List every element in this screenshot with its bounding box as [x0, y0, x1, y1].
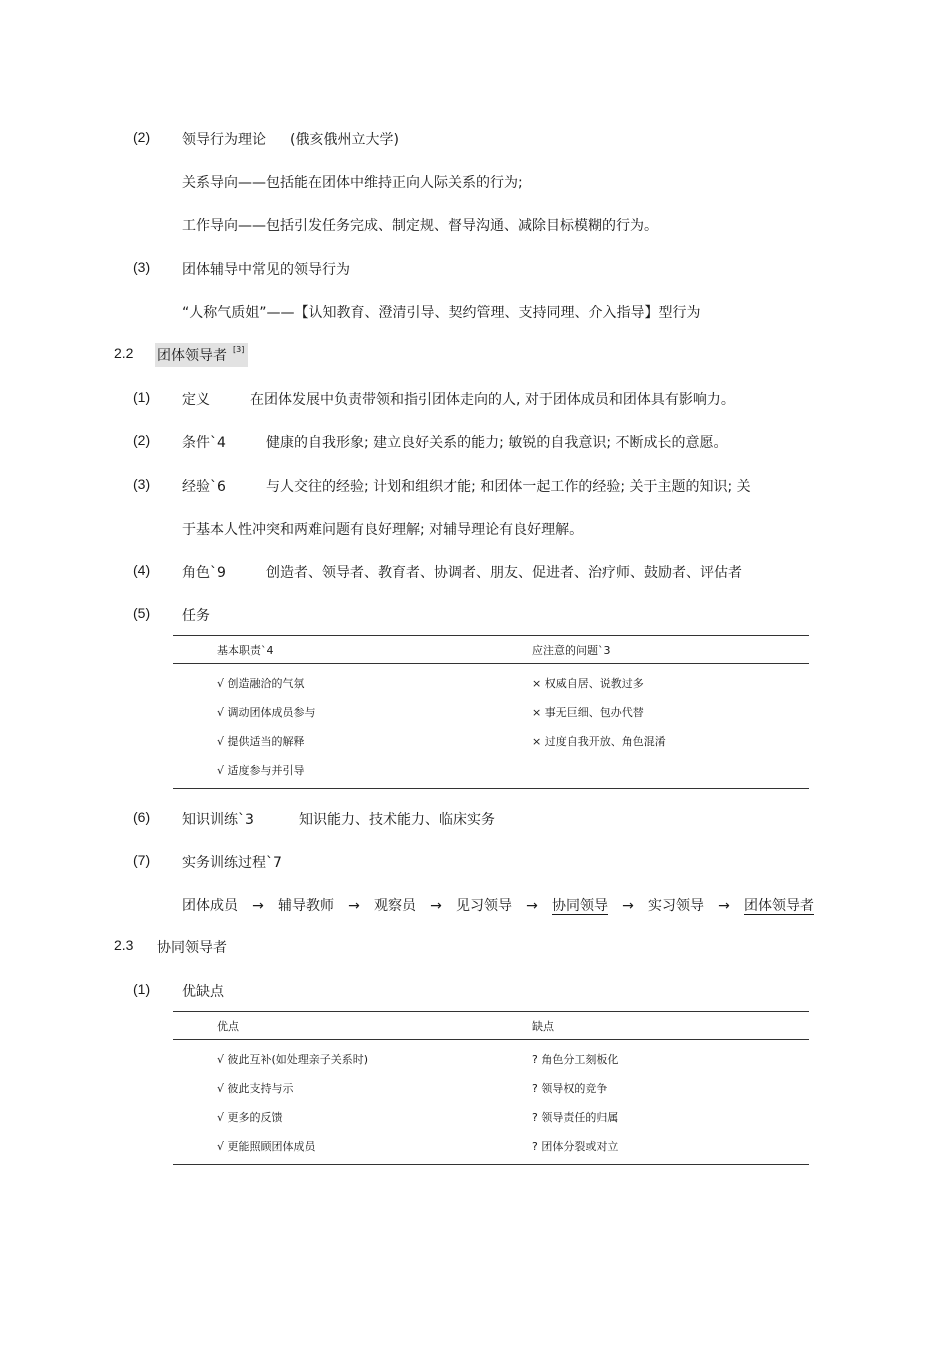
common-behavior-line: “人称气质姐”——【认知教育、澄清引导、契约管理、支持同理、介入指导】型行为	[182, 305, 701, 321]
item-title: 领导行为理论	[182, 132, 266, 148]
section-title: 协同领导者	[157, 940, 227, 956]
item-text: 知识能力、技术能力、临床实务	[299, 812, 495, 828]
process-step: 团体领导者	[744, 898, 814, 914]
item-label: 条件`4	[182, 435, 226, 451]
item-label: 知识训练`3	[182, 812, 254, 828]
table-cell: √ 调动团体成员参与	[217, 705, 316, 719]
item-text: 创造者、领导者、教育者、协调者、朋友、促进者、治疗师、鼓励者、评估者	[266, 565, 742, 581]
process-step: 见习领导	[456, 898, 512, 914]
table-cell: × 权威自居、说教过多	[532, 676, 644, 690]
item-text: 与人交往的经验; 计划和组织才能; 和团体一起工作的经验; 关于主题的知识; 关	[266, 479, 751, 495]
table-row	[173, 726, 809, 755]
arrow-right-icon: →	[718, 898, 730, 914]
item-text: 在团体发展中负责带领和指引团体走向的人, 对于团体成员和团体具有影响力。	[250, 392, 735, 408]
process-step: 团体成员	[182, 898, 238, 914]
item-label: 经验`6	[182, 479, 226, 495]
table-header: 优点	[173, 1012, 532, 1040]
table-cell: √ 更能照顾团体成员	[217, 1139, 316, 1153]
arrow-right-icon: →	[252, 898, 264, 914]
item-label: 优缺点	[182, 984, 224, 1000]
table-cell: √ 适度参与并引导	[217, 763, 305, 777]
item-label: 定义	[182, 392, 210, 408]
item-number: (2)	[133, 432, 151, 448]
item-number: (5)	[133, 605, 151, 621]
table-header: 应注意的问题`3	[532, 636, 809, 664]
training-process-flow	[182, 895, 814, 915]
table-row	[173, 1040, 809, 1074]
section-number: 2.2	[114, 345, 134, 361]
table-cell: √ 彼此支持与示	[217, 1081, 294, 1095]
arrow-right-icon: →	[622, 898, 634, 914]
item-label: 实务训练过程`7	[182, 855, 282, 871]
item-number: (7)	[133, 852, 151, 868]
item-title-note: (俄亥俄州立大学)	[290, 132, 399, 148]
relation-orientation-line: 关系导向——包括能在团体中维持正向人际关系的行为;	[182, 175, 523, 191]
table-row	[173, 1131, 809, 1165]
table-cell: ? 领导责任的归属	[532, 1110, 619, 1124]
table-row	[173, 755, 809, 789]
process-step: 协同领导	[552, 898, 608, 914]
table-cell: √ 彼此互补(如处理亲子关系时)	[217, 1052, 369, 1066]
item-label: 任务	[182, 608, 210, 624]
table-cell: √ 更多的反馈	[217, 1110, 283, 1124]
table-header: 缺点	[532, 1012, 809, 1040]
arrow-right-icon: →	[430, 898, 442, 914]
table-cell: ? 领导权的竞争	[532, 1081, 608, 1095]
table-header: 基本职责`4	[173, 636, 532, 664]
item-text: 健康的自我形象; 建立良好关系的能力; 敏锐的自我意识; 不断成长的意愿。	[266, 435, 728, 451]
table-cell: ? 团体分裂或对立	[532, 1139, 619, 1153]
process-step: 实习领导	[648, 898, 704, 914]
table-row	[173, 1102, 809, 1131]
table-cell: √ 提供适当的解释	[217, 734, 305, 748]
table-cell: × 过度自我开放、角色混淆	[532, 734, 666, 748]
section-title-text: 团体领导者	[157, 348, 227, 364]
table-row	[173, 697, 809, 726]
pros-cons-table	[173, 1011, 809, 1165]
item-number: (1)	[133, 981, 151, 997]
item-number: (1)	[133, 389, 151, 405]
arrow-right-icon: →	[348, 898, 360, 914]
item-label: 角色`9	[182, 565, 226, 581]
item-number: (2)	[133, 129, 151, 145]
item-text-continued: 于基本人性冲突和两难问题有良好理解; 对辅导理论有良好理解。	[182, 522, 584, 538]
item-number: (3)	[133, 476, 151, 492]
table-cell	[532, 755, 809, 789]
item-number: (4)	[133, 562, 151, 578]
section-title	[155, 343, 248, 367]
work-orientation-line: 工作导向——包括引发任务完成、制定规、督导沟通、减除目标模糊的行为。	[182, 218, 658, 234]
table-row	[173, 664, 809, 698]
item-number: (6)	[133, 809, 151, 825]
arrow-right-icon: →	[526, 898, 538, 914]
process-step: 观察员	[374, 898, 416, 914]
item-title: 团体辅导中常见的领导行为	[182, 262, 350, 278]
citation-marker: [3]	[233, 345, 245, 354]
section-number: 2.3	[114, 937, 134, 953]
table-cell: ? 角色分工刻板化	[532, 1052, 619, 1066]
process-step: 辅导教师	[278, 898, 334, 914]
item-number: (3)	[133, 259, 151, 275]
table-cell: × 事无巨细、包办代替	[532, 705, 644, 719]
duties-table	[173, 635, 809, 789]
table-row	[173, 1073, 809, 1102]
table-cell: √ 创造融洽的气氛	[217, 676, 305, 690]
